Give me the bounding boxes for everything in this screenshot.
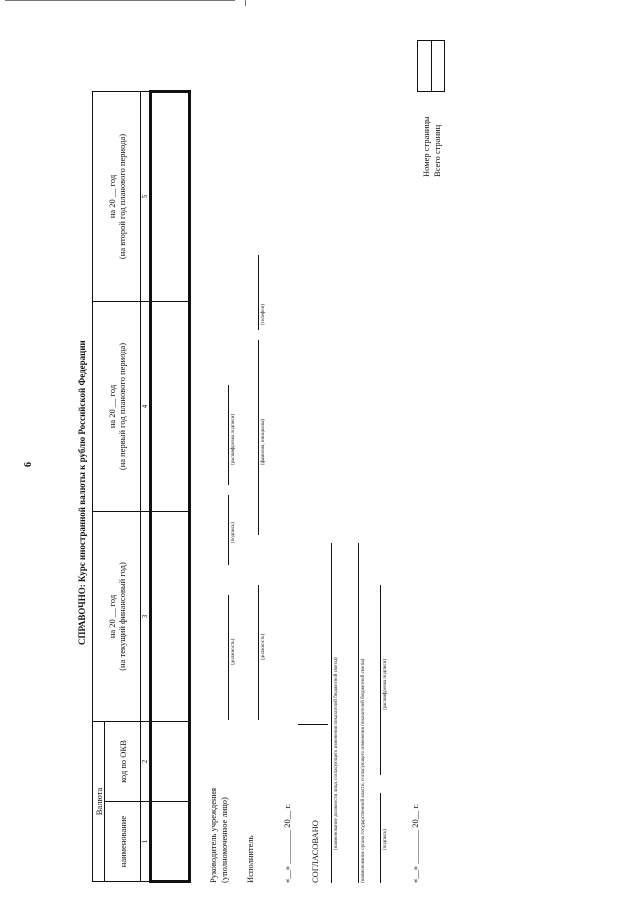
executor-name-line[interactable]	[258, 340, 259, 535]
col-number-1: 1	[141, 802, 151, 882]
currency-rate-table	[92, 93, 187, 883]
table-cell[interactable]	[151, 92, 190, 302]
table-cell[interactable]	[151, 302, 190, 512]
date-line[interactable]: «__» ________ 20__ г.	[282, 803, 292, 883]
head-sublabel: (уполномоченное лицо)	[219, 797, 229, 883]
agreed-position-line[interactable]	[331, 543, 332, 883]
head-position-line[interactable]	[228, 595, 229, 720]
currency-header: Валюта	[93, 722, 105, 882]
authority-line[interactable]	[358, 543, 359, 883]
head-name-line[interactable]	[228, 385, 229, 485]
executor-name-caption: (фамилия, инициалы)	[261, 418, 266, 465]
col-header-2: код по ОКВ	[105, 722, 141, 802]
bottom-name-caption: (расшифровка подписи)	[383, 658, 388, 710]
head-name-caption: (расшифровка подписи)	[231, 413, 236, 465]
head-position-caption: (должность)	[231, 638, 236, 665]
bottom-name-line[interactable]	[380, 585, 381, 775]
page-number: 6	[23, 462, 34, 467]
col-number-5: 5	[141, 92, 151, 302]
executor-position-line[interactable]	[258, 585, 259, 720]
executor-label: Исполнитель	[245, 835, 255, 883]
agreed-label: СОГЛАСОВАНО	[310, 820, 320, 883]
page-total-value[interactable]	[432, 41, 444, 91]
table-cell[interactable]	[151, 802, 190, 882]
bottom-signature-caption: (подпись)	[383, 829, 388, 850]
col-header-4: на 20 __ год (на первый год планового периода)	[93, 302, 141, 512]
page-total-label: Всего страниц	[432, 124, 442, 177]
authority-caption: (наименование органа государственной власти, согласующего изменения показателей бюджетной сметы)	[361, 658, 366, 883]
page-counter-box	[417, 40, 445, 92]
table-cell[interactable]	[151, 722, 190, 802]
head-signature-line[interactable]	[228, 495, 229, 565]
table-cell[interactable]	[151, 512, 190, 722]
agreed-bracket	[298, 724, 328, 725]
bottom-date-line[interactable]: «__» ________ 20__ г.	[410, 803, 420, 883]
col-number-4: 4	[141, 302, 151, 512]
executor-phone-line[interactable]	[258, 255, 259, 330]
col-number-2: 2	[141, 722, 151, 802]
head-label: Руководитель учреждения	[208, 787, 218, 883]
page-number-value[interactable]	[418, 41, 432, 91]
agreed-position-caption: (наименование должности лица, согласующего изменения показателей бюджетной сметы)	[334, 657, 339, 850]
executor-phone-caption: (телефон)	[261, 304, 266, 325]
col-header-1: наименование	[105, 802, 141, 882]
executor-position-caption: (должность)	[261, 633, 266, 660]
col-header-5: на 20 __ год (на второй год планового периода)	[93, 92, 141, 302]
col-header-3: на 20 __ год (на текущий финансовый год)	[93, 512, 141, 722]
col-number-3: 3	[141, 512, 151, 722]
page-number-label: Номер страницы	[421, 116, 431, 177]
form-title: СПРАВОЧНО: Курс иностранной валюты к рублю Российской Федерации	[77, 340, 87, 645]
head-signature-caption: (подпись)	[231, 522, 236, 543]
bottom-signature-line[interactable]	[380, 793, 381, 883]
